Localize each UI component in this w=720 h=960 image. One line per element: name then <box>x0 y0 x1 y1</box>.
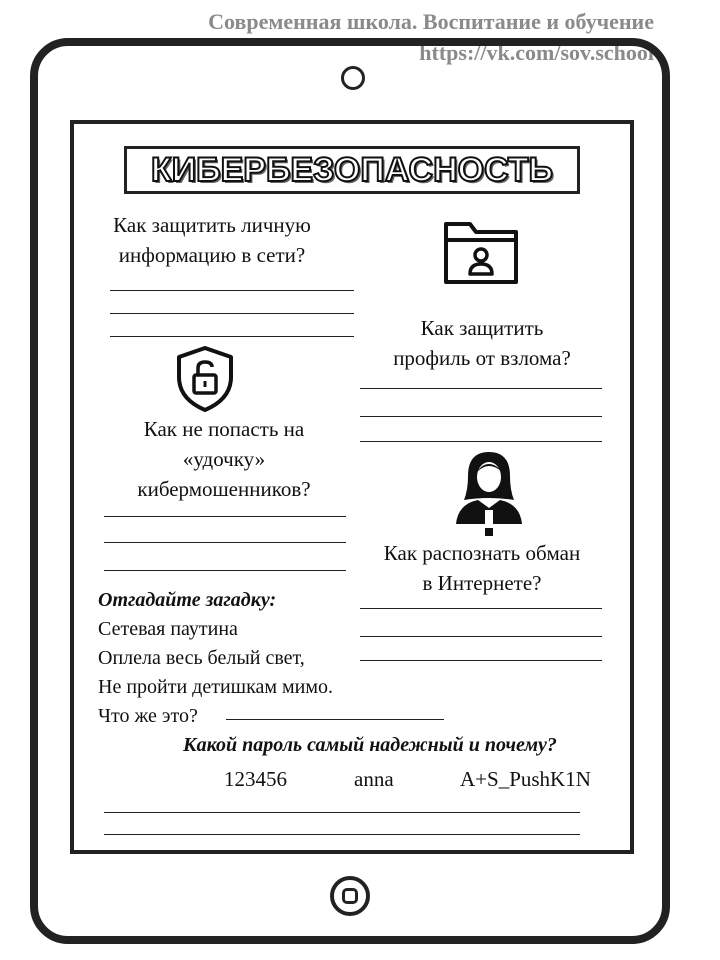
question-phishing <box>104 414 344 504</box>
password-option: anna <box>354 767 394 791</box>
answer-line[interactable] <box>360 388 602 389</box>
home-button[interactable] <box>330 876 370 916</box>
password-question: Какой пароль самый надежный и почему? <box>183 734 557 756</box>
question-profile-hack <box>362 313 602 373</box>
question-line: Как не попасть на <box>143 417 305 441</box>
person-warning-icon <box>452 450 526 540</box>
password-option: A+S_PushK1N <box>460 767 591 791</box>
answer-line[interactable] <box>360 441 602 442</box>
question-line: информацию в сети? <box>118 243 306 267</box>
answer-line[interactable] <box>360 636 602 637</box>
question-internet-fraud <box>362 538 602 598</box>
question-line: кибермошенников? <box>137 477 311 501</box>
answer-line[interactable] <box>110 313 354 314</box>
riddle-line: Сетевая паутина <box>98 618 238 640</box>
camera-icon <box>341 66 365 90</box>
answer-line[interactable] <box>360 608 602 609</box>
password-option: 123456 <box>224 767 287 791</box>
riddle-title: Отгадайте загадку: <box>98 589 277 611</box>
watermark-url: https://vk.com/sov.school <box>419 40 654 65</box>
riddle-line: Оплела весь белый свет, <box>98 647 305 669</box>
shield-lock-icon <box>174 345 236 413</box>
answer-line[interactable] <box>360 416 602 417</box>
question-line: профиль от взлома? <box>393 346 571 370</box>
home-button-square <box>342 888 358 904</box>
answer-line[interactable] <box>104 812 580 813</box>
question-line: Как защитить <box>420 316 544 340</box>
question-line: в Интернете? <box>422 571 542 595</box>
question-personal-info <box>92 210 332 270</box>
question-line: Как распознать обман <box>383 541 581 565</box>
title-box <box>124 146 580 194</box>
answer-line[interactable] <box>110 290 354 291</box>
watermark-title: Современная школа. Воспитание и обучение <box>208 9 654 34</box>
answer-line[interactable] <box>104 834 580 835</box>
question-line: Как защитить личную <box>113 213 311 237</box>
user-folder-icon <box>442 218 520 286</box>
answer-line[interactable] <box>110 336 354 337</box>
answer-line[interactable] <box>104 542 346 543</box>
page-title: КИБЕРБЕЗОПАСНОСТЬ <box>150 150 553 189</box>
question-line: «удочку» <box>182 447 266 471</box>
riddle-line: Не пройти детишкам мимо. <box>98 676 334 698</box>
answer-line[interactable] <box>360 660 602 661</box>
riddle-line: Что же это? <box>98 705 198 727</box>
answer-line[interactable] <box>104 570 346 571</box>
answer-line[interactable] <box>104 516 346 517</box>
riddle-answer-line[interactable] <box>226 719 444 720</box>
